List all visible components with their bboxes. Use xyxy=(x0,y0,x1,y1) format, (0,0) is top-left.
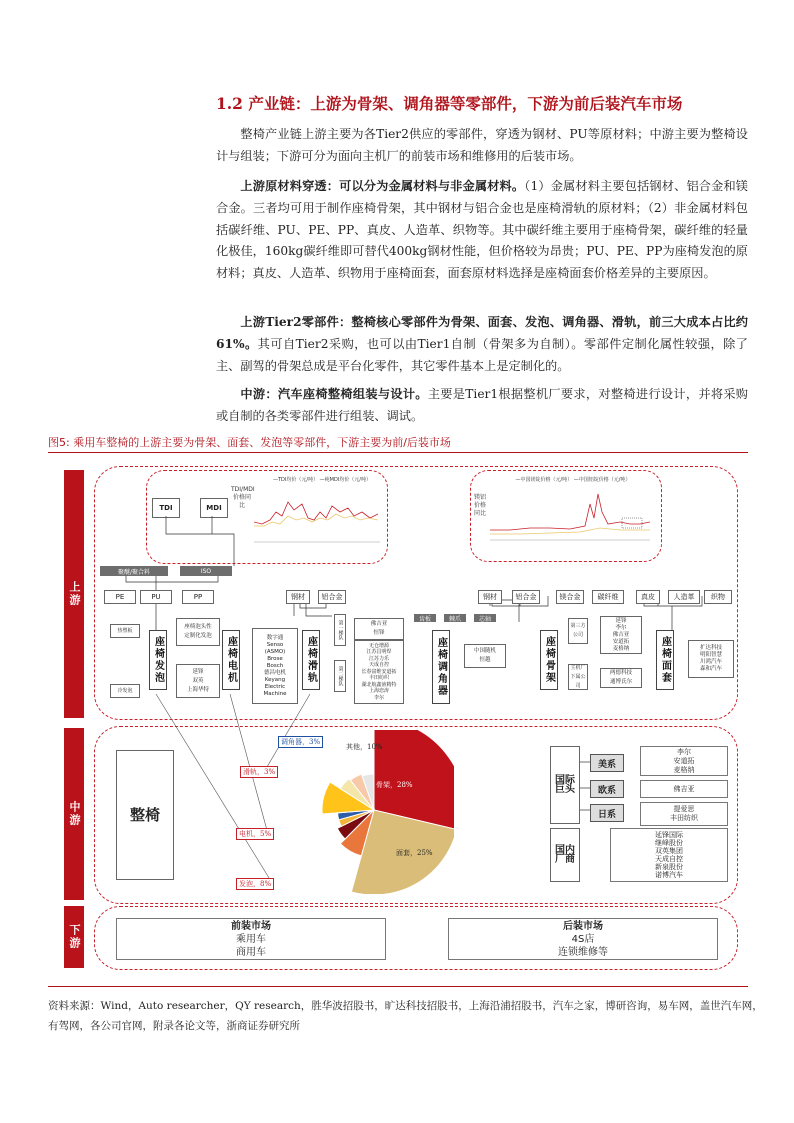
oem-market-line-1: 乘用车 xyxy=(236,933,266,945)
paragraph-midstream: 中游：汽车座椅整椅组装与设计。主要是Tier1根据整机厂要求，对整椅进行设计，并将采购或自制的各类零部件进行组装、调试。 xyxy=(216,387,748,423)
recliner-tag-3: 芯轴 xyxy=(474,614,496,622)
band-midstream: 中游 xyxy=(64,728,84,900)
paragraph-tier2-lead: 上游Tier2零部件：整椅核心零部件为骨架、面套、发泡、调角器、滑轨，前三大成本占比约61%。 xyxy=(216,315,748,351)
seat-motor: 座椅电机 xyxy=(222,630,240,690)
tag-mdi: MDI xyxy=(200,498,228,518)
figure-caption: 图5: 乘用车整椅的上游主要为骨架、面套、发泡等零部件，下游主要为前/后装市场 xyxy=(48,436,451,449)
pie-label-frame: 骨架，28% xyxy=(376,781,413,789)
frame-oem-subsidiary-label: 主机厂下属公司 xyxy=(568,664,588,690)
chart2-ylabel: 镁铝价格同比 xyxy=(474,494,487,517)
slide-tier-1-suppliers: 佛吉亚 恒锋 xyxy=(354,618,404,640)
frame-third-party-suppliers: 延锋 李尔 佛吉亚 安道拓 麦格纳 xyxy=(600,616,642,654)
recliner-tag-2: 棘爪 xyxy=(444,614,466,622)
frame-material-steel: 钢材 xyxy=(478,590,502,604)
oem-market xyxy=(116,918,386,960)
group-us: 美系 xyxy=(590,754,624,772)
cover-suppliers: 扩达科技 明阳智慧 川鸿汽车 森和汽车 xyxy=(688,640,734,678)
group-eu-members: 佛吉亚 xyxy=(640,780,728,798)
chart1-ylabel: TDI/MDI价格同比 xyxy=(231,486,255,509)
material-pu: PU xyxy=(140,590,172,604)
frame-material-magnesium: 镁合金 xyxy=(556,590,584,604)
section-heading: 1.2 产业链：上游为骨架、调角器等零部件，下游为前后装汽车市场 xyxy=(216,94,683,113)
slide-tier-1-label: 第一梯队 xyxy=(334,614,346,646)
group-us-members: 李尔 安道拓 麦格纳 xyxy=(640,746,728,776)
foam-label-hot: 热塑板 xyxy=(110,624,140,638)
slide-tier-2-label: 第二梯队 xyxy=(334,660,346,692)
pie-label-slide: 滑轨，3% xyxy=(240,766,278,778)
cover-material-leather: 真皮 xyxy=(636,590,660,604)
paragraph-raw-materials-lead: 上游原材料穿透：可以分为金属材料与非金属材料。 xyxy=(240,179,525,193)
material-pp: PP xyxy=(182,590,214,604)
tag-iso: ISO xyxy=(180,566,232,576)
band-upstream: 上游 xyxy=(64,470,84,718)
frame-third-party-label: 第三方公司 xyxy=(568,618,588,644)
slide-material-steel: 钢材 xyxy=(286,590,310,604)
chart2-legend: —中国镁锭价格（元/吨） —中国铝锭价格（元/吨） xyxy=(515,477,631,483)
pie-label-foam: 发泡，8% xyxy=(236,878,274,890)
caption-divider xyxy=(48,452,748,453)
foam-suppliers-1: 座椅泡头性 定制化发泡 xyxy=(176,618,220,646)
foam-label-cold: 冷发泡 xyxy=(110,684,140,698)
whole-seat: 整椅 xyxy=(116,750,174,880)
seat-foam: 座椅发泡 xyxy=(149,630,167,690)
oem-market-line-2: 商用车 xyxy=(236,946,266,958)
chart1-legend: —TDI均价（元/吨） —纯MDI均价（元/吨） xyxy=(273,477,371,483)
source-divider xyxy=(48,986,748,987)
slide-tier-2-suppliers: 无仓增源 江苏昌明焊 江苏力乐 天成自控 长春富维安道拓 丰田纺织 湖北航鑫液精特 上海恋涛 李尔 xyxy=(354,640,404,704)
recliner-suppliers: 中国随机 恒越 xyxy=(464,644,506,668)
cover-material-artificial: 人造革 xyxy=(668,590,700,604)
source-line-2: 有驾网，各公司官网，附录各论文等，浙商证券研究所 xyxy=(48,1020,300,1032)
group-jp: 日系 xyxy=(590,804,624,822)
material-pe: PE xyxy=(104,590,136,604)
seat-slide: 座椅滑轨 xyxy=(302,630,320,690)
aftermarket-line-1: 4S店 xyxy=(571,933,595,945)
paragraph-midstream-lead: 中游：汽车座椅整椅组装与设计。 xyxy=(240,387,428,401)
aftermarket-line-2: 连锁维修等 xyxy=(558,946,608,958)
motor-suppliers: 数字通 Senso (ASMO) Brose Bosch 德昌电机 Keyang Electric Machine xyxy=(252,628,298,704)
seat-cover: 座椅面套 xyxy=(656,630,674,690)
paragraph-raw-materials: 上游原材料穿透：可以分为金属材料与非金属材料。（1）金属材料主要包括钢材、铝合金和镁合金。三者均可用于制作座椅骨架，其中钢材与铝合金也是座椅滑轨的原材料；（2）非金属材料包括碳纤维、PU、PE、PP、真皮、人造革、织物等。其中碳纤维主要用于座椅骨架，碳纤维的轻量化极佳，160kg碳纤维即可替代400kg钢材性能，但价格较为昂贵；PU、PE、PP为座椅发泡的原材料；真皮、人造革、织物用于座椅面套，面套原材料选择是座椅面套价格差异的主要原因。 xyxy=(216,179,748,281)
foam-suppliers-2: 延锋 双英 上海华特 xyxy=(176,664,220,698)
source-line-1: 资料来源：Wind，Auto researcher，QY research，胜华波招股书，旷达科技招股书，上海沿浦招股书，汽车之家，博研咨询，易车网，盖世汽车网， xyxy=(48,1000,763,1012)
frame-oem-suppliers: 两德科技 通博氏尔 xyxy=(600,668,642,688)
aftermarket-title: 后装市场 xyxy=(563,920,603,932)
oem-market-title: 前装市场 xyxy=(231,920,271,932)
cost-pie-chart xyxy=(270,730,454,894)
pie-label-cover: 面套，25% xyxy=(396,849,433,857)
slide-material-aluminum: 铝合金 xyxy=(318,590,346,604)
paragraph-tier2: 上游Tier2零部件：整椅核心零部件为骨架、面套、发泡、调角器、滑轨，前三大成本占比约61%。其可自Tier2采购，也可以由Tier1自制（骨架多为自制）。零部件定制化属性较强，除了主、副驾的骨架总成是平台化零件，其它零件基本上是定制化的。 xyxy=(216,315,748,373)
band-downstream: 下游 xyxy=(64,906,84,968)
pie-label-recliner: 调角器，3% xyxy=(278,736,323,748)
pie-label-motor: 电机，5% xyxy=(236,828,274,840)
frame-material-aluminum: 铝合金 xyxy=(512,590,540,604)
tag-polyether: 聚醚/聚合料 xyxy=(100,566,168,576)
aftermarket xyxy=(448,918,718,960)
paragraph-intro: 整椅产业链上游主要为各Tier2供应的零部件，穿透为钢材、PU等原材料；中游主要为整椅设计与组装；下游可分为面向主机厂的前装市场和维修用的后装市场。 xyxy=(216,127,748,163)
seat-recliner: 座椅调角器 xyxy=(432,630,450,704)
domestic-members: 延锋国际 继峰股份 双英集团 天成自控 新泉股份 诺博汽车 xyxy=(610,828,728,882)
international-giants: 国际巨头 xyxy=(550,746,580,824)
seat-frame: 座椅骨架 xyxy=(540,630,558,690)
group-eu: 欧系 xyxy=(590,780,624,798)
domestic-makers: 国内厂商 xyxy=(550,828,580,882)
tag-tdi: TDI xyxy=(152,498,180,518)
recliner-tag-1: 齿板 xyxy=(414,614,436,622)
pie-label-other: 其他，10% xyxy=(346,743,383,751)
frame-material-carbon: 碳纤维 xyxy=(592,590,624,604)
cover-material-fabric: 织物 xyxy=(704,590,732,604)
group-jp-members: 提爱思 丰田纺织 xyxy=(640,802,728,826)
